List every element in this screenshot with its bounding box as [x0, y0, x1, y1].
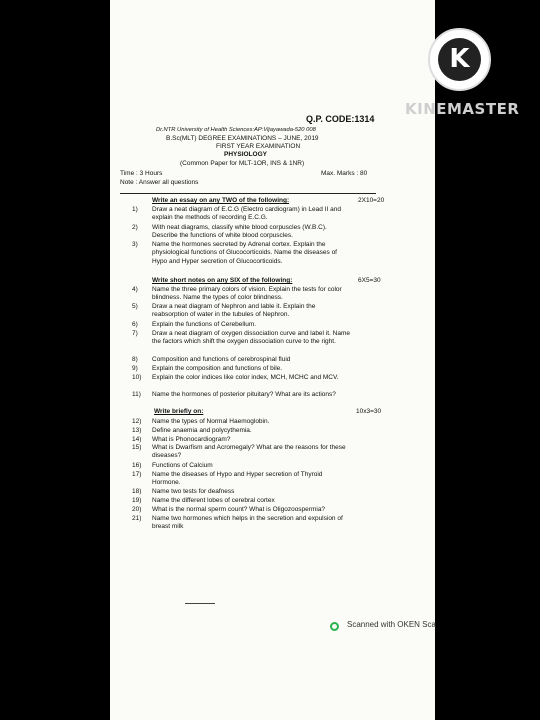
section-marks: 6X5=30 — [358, 277, 381, 284]
section-marks: 2X10=20 — [358, 197, 385, 204]
kinemaster-logo-icon: K — [428, 28, 491, 91]
bottom-mark — [185, 603, 215, 604]
exam-title: B.Sc(MLT) DEGREE EXAMINATIONS – JUNE, 2019 — [166, 135, 319, 142]
common-paper: (Common Paper for MLT-1OR, INS & 1NR) — [180, 160, 305, 167]
section-title: Write an essay on any TWO of the following: — [152, 197, 290, 204]
subject-title: PHYSIOLOGY — [224, 151, 267, 158]
exam-note: Note : Answer all questions — [120, 179, 199, 186]
scanner-text: Scanned with OKEN Sca — [347, 620, 436, 629]
max-marks: Max. Marks : 80 — [321, 170, 368, 177]
divider-line — [120, 193, 376, 194]
scanner-logo-icon — [330, 622, 339, 631]
section-marks: 10x3=30 — [356, 408, 382, 415]
exam-year: FIRST YEAR EXAMINATION — [216, 143, 301, 150]
university-name: Dr.NTR University of Health Sciences:AP:Vijayawada-520 008 — [156, 127, 316, 133]
section-title: Write short notes on any SIX of the following: — [152, 277, 293, 284]
section-title: Write briefly on: — [154, 408, 204, 415]
qp-code: Q.P. CODE:1314 — [306, 114, 375, 124]
kinemaster-watermark: KINEMASTER — [405, 100, 520, 118]
exam-paper: Q.P. CODE:1314 Dr.NTR University of Health Sciences:AP:Vijayawada-520 008 B.Sc(MLT) DEGREE EXAMINATIONS – JUNE, 2019 FIRST YEAR EXAMINATION PHYSIOLOGY (Common Paper for MLT-1OR, INS & 1NR) Time : 3 Hours Max. Marks : 80 Note : Answer all questions Write an essay on any TWO of the following: 2X10=20 1) Draw a neat diagram of E.C.G (Electro cardiogram) in Lead II and explain the methods of recording E.C.G. 2) With neat diagrams, classify white blood corpuscles (W.B.C). Describe the functions of white blood corpuscles. 3) Name the hormones secreted by Adrenal cortex. Explain the physiological functions of Glucocorticoids. Name the diseases of Hypo and Hyper secretion of Glucocorticoids. Write short notes on any SIX of the following: 6X5=30 4) Name the three primary colors of vision. Explain the tests for color blindness. Name the types of color blindness. 5) Draw a neat diagram of Nephron and lable it. Explain the reabsorption of water in the tubules of Nephron. 6) Explain the functions of Cerebellum. 7) Draw a neat diagram of oxygen dissociation curve and label it. Name the factors which shift the oxygen dissociation curve to the right. 8) Composition and functions of cerebrospinal fluid 9) Explain the composition and functions of bile. 10) Explain the color indices like color index, MCH, MCHC and MCV. 11) Name the hormones of posterior pituitary? What are its actions? Write briefly on: 10x3=30 12) Name the types of Normal Haemoglobin. 13) Define anaemia and polycythemia. 14) What is Phonocardiogram? 15) What is Dwarfism and Acromegaly? What are the reasons for these diseases? 16) Functions of Calcium 17) Name the diseases of Hypo and Hyper secretion of Thyroid Hormone. 18) Name two tests for deafness 19) Name the different lobes of cerebral cortex 20) What is the normal sperm count? What is Oligozoospermia? 21) Name two hormones which helps in the secretion and expulsion of breast milk — [110, 0, 435, 720]
exam-time: Time : 3 Hours — [120, 170, 163, 177]
